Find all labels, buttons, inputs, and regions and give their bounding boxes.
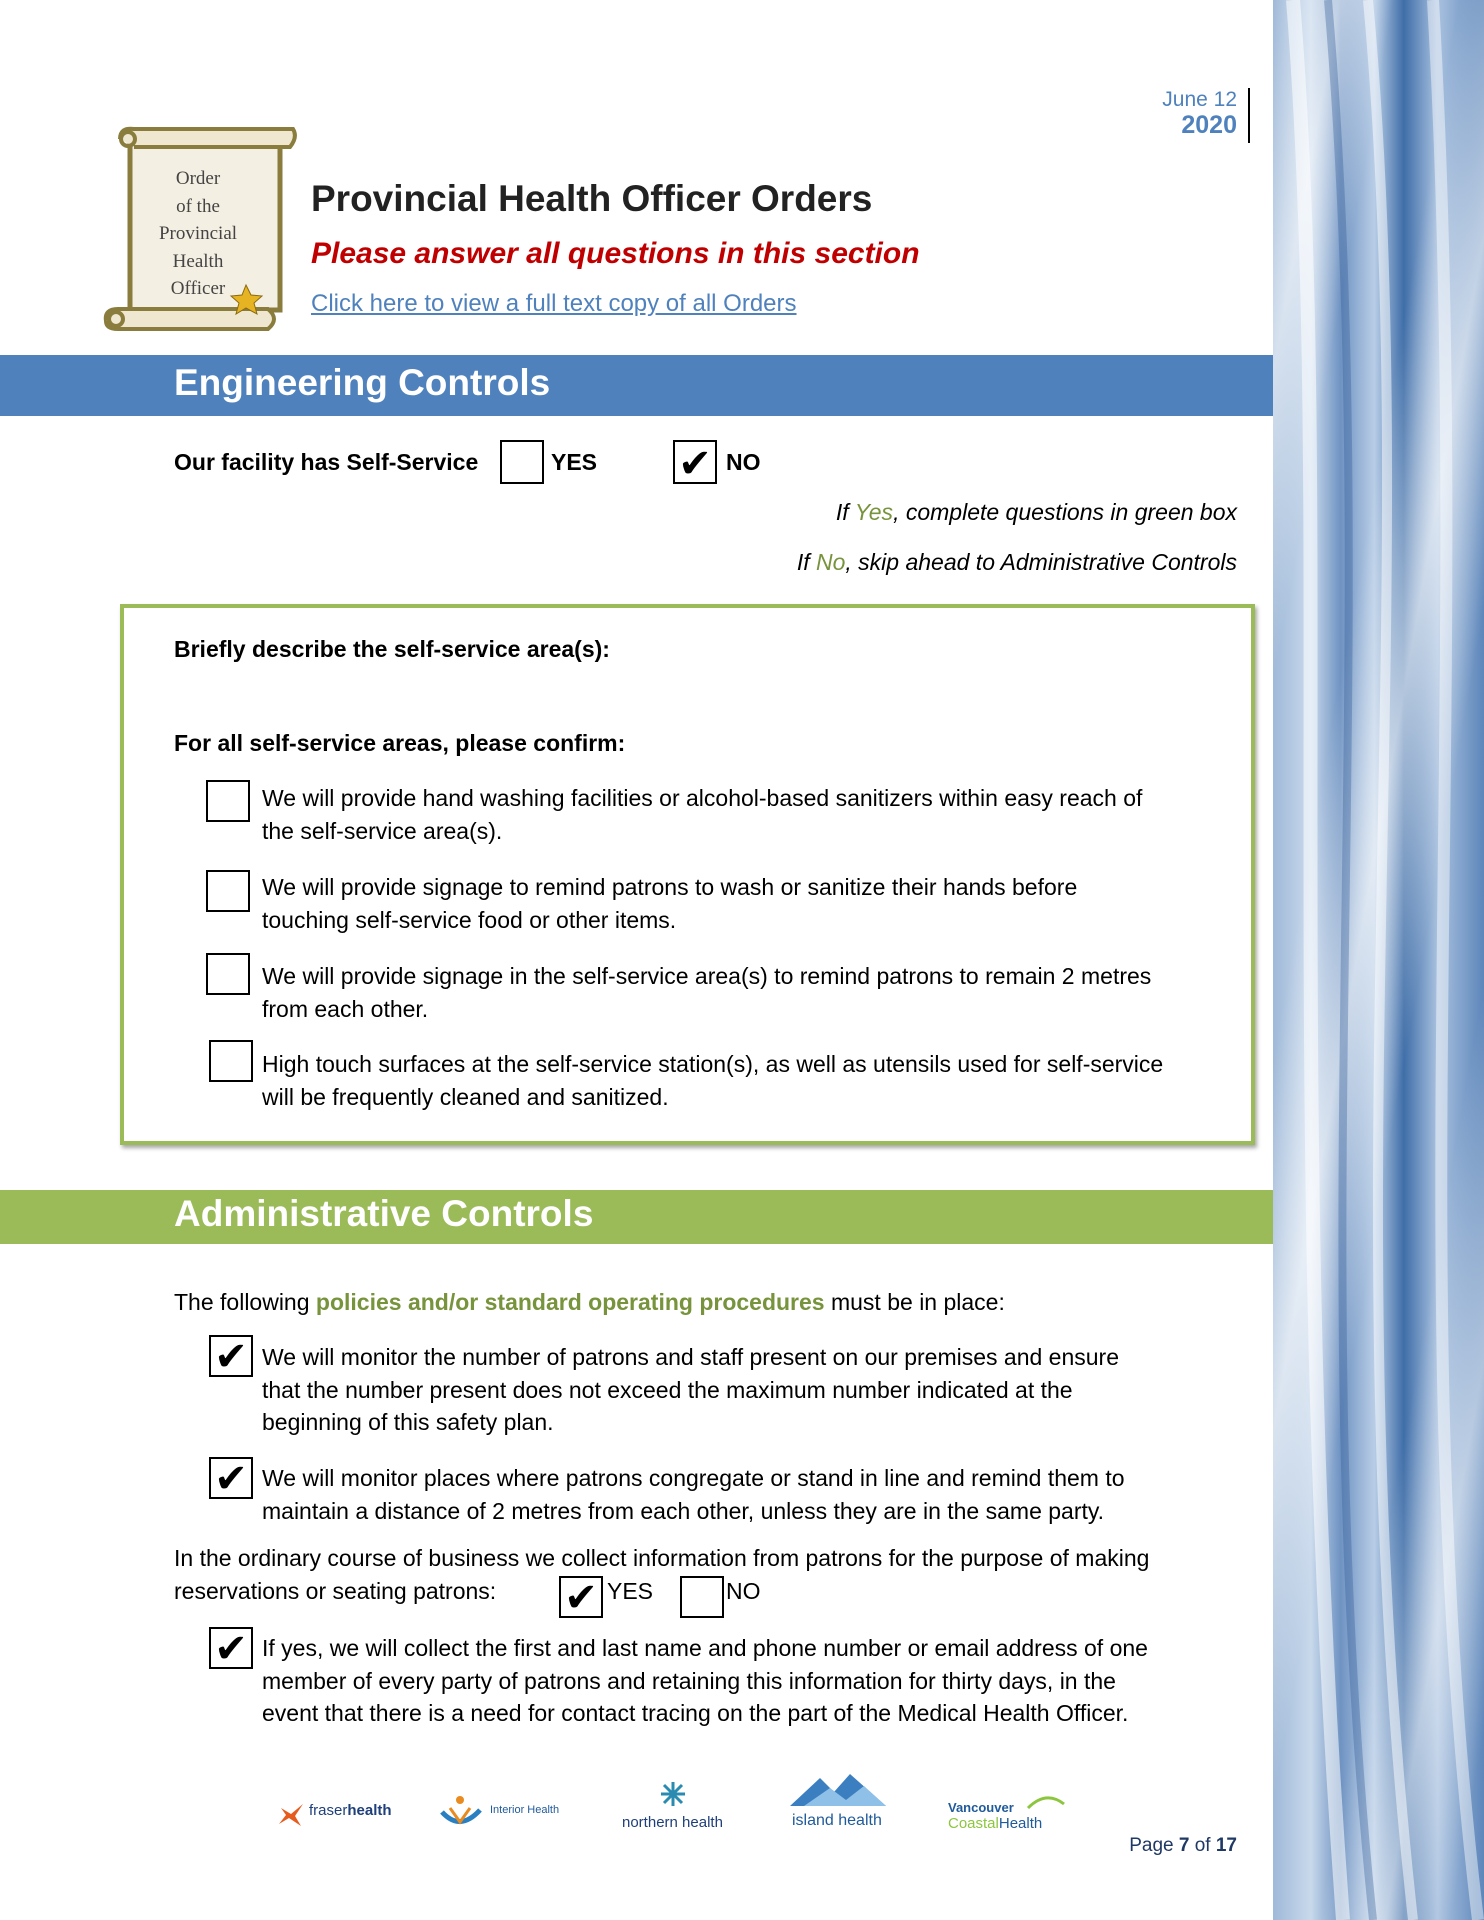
fraser-health-icon — [277, 1800, 307, 1830]
check-icon: ✔ — [678, 442, 712, 486]
logo-text: fraser — [309, 1802, 348, 1819]
hand-signage-text — [262, 871, 1077, 936]
self-service-yes-checkbox[interactable] — [500, 440, 544, 484]
item-line: will be frequently cleaned and sanitized. — [262, 1083, 669, 1110]
reservation-no-checkbox[interactable] — [680, 1576, 724, 1618]
northern-health-icon — [658, 1780, 688, 1808]
reservation-yes-checkbox[interactable] — [559, 1576, 603, 1618]
monitor-capacity-checkbox[interactable] — [209, 1335, 253, 1377]
note-if-no — [797, 549, 1237, 576]
northern-health-logo — [620, 1782, 740, 1842]
note-word: Yes — [854, 499, 894, 525]
item-line: We will provide hand washing facilities or alcohol-based sanitizers within easy reach of — [262, 785, 1143, 811]
vancouver-coastal-health-logo — [948, 1782, 1078, 1842]
note-if-yes — [836, 499, 1237, 526]
intro-text: must be in place: — [824, 1289, 1005, 1315]
reservation-yes-label: YES — [607, 1578, 654, 1604]
question-line: In the ordinary course of business we collect information from patrons for the purpose of making — [174, 1545, 1150, 1571]
distance-signage-checkbox[interactable] — [206, 953, 250, 995]
logo-text: health — [347, 1802, 392, 1819]
island-health-icon — [790, 1772, 886, 1808]
logo-text: northern health — [622, 1814, 723, 1831]
intro-highlight: policies and/or standard operating procedures — [315, 1289, 825, 1315]
administrative-heading: Administrative Controls — [174, 1193, 594, 1234]
reservation-question — [174, 1542, 1149, 1607]
item-line: from each other. — [262, 995, 429, 1022]
logo-line: Provincial — [158, 223, 238, 244]
page-title: Provincial Health Officer Orders — [311, 178, 873, 219]
check-icon: ✔ — [214, 1457, 248, 1501]
confirm-label: For all self-service areas, please confirm: — [174, 730, 626, 756]
orders-link[interactable]: Click here to view a full text copy of all Orders — [311, 290, 797, 317]
logo-text: Vancouver — [948, 1800, 1014, 1815]
vancouver-coastal-icon — [1026, 1794, 1066, 1810]
handwashing-text — [262, 782, 1142, 847]
logo-text: Interior Health — [490, 1804, 560, 1816]
item-line: If yes, we will collect the first and last name and phone number or email address of one — [262, 1635, 1148, 1661]
admin-intro — [174, 1286, 1005, 1319]
page-text: Page — [1129, 1835, 1179, 1856]
page-total: 17 — [1215, 1835, 1237, 1856]
logo-text: Health — [998, 1815, 1043, 1832]
item-line: We will monitor the number of patrons and staff present on our premises and ensure — [262, 1344, 1119, 1370]
question-line: reservations or seating patrons: — [174, 1577, 497, 1604]
note-text: If — [835, 499, 855, 525]
scroll-logo-text — [130, 165, 266, 303]
page-number — [1129, 1835, 1237, 1857]
contact-tracing-text — [262, 1632, 1148, 1730]
fraser-health-logo — [275, 1782, 392, 1842]
note-text: If — [796, 549, 816, 575]
item-line: maintain a distance of 2 metres from each other, unless they are in the same party. — [262, 1497, 1105, 1524]
reservation-no-label: NO — [726, 1578, 761, 1604]
contact-tracing-checkbox[interactable] — [209, 1627, 253, 1669]
check-icon: ✔ — [214, 1627, 248, 1671]
interior-health-logo — [440, 1782, 570, 1842]
logo-line: Health — [172, 250, 224, 272]
item-line: member of every party of patrons and retaining this information for thirty days, in the — [262, 1667, 1116, 1694]
self-service-yes-label: YES — [551, 449, 598, 475]
item-line: that the number present does not exceed the maximum number indicated at the — [262, 1376, 1073, 1403]
item-line: High touch surfaces at the self-service station(s), as well as utensils used for self-service — [262, 1051, 1164, 1077]
administrative-band — [0, 1190, 1273, 1244]
note-text: , skip ahead to Administrative Controls — [845, 549, 1237, 575]
item-line: touching self-service food or other items. — [262, 906, 677, 933]
interior-health-icon — [440, 1792, 484, 1832]
item-line: the self-service area(s). — [262, 817, 503, 844]
logo-line: Order — [175, 168, 221, 189]
check-icon: ✔ — [564, 1576, 598, 1620]
decorative-side-strip — [1273, 0, 1484, 1920]
logo-line: of the — [176, 195, 220, 217]
handwashing-checkbox[interactable] — [206, 780, 250, 822]
monitor-lines-checkbox[interactable] — [209, 1457, 253, 1499]
page-text: of — [1189, 1835, 1216, 1856]
self-service-label: Our facility has Self-Service — [174, 449, 479, 475]
item-line: beginning of this safety plan. — [262, 1409, 554, 1435]
island-health-logo — [790, 1782, 900, 1842]
monitor-capacity-text — [262, 1341, 1119, 1439]
describe-label: Briefly describe the self-service area(s): — [174, 636, 610, 662]
engineering-heading: Engineering Controls — [174, 362, 551, 403]
self-service-no-label: NO — [726, 449, 761, 475]
item-line: We will provide signage to remind patrons to wash or sanitize their hands before — [262, 874, 1078, 900]
surfaces-text — [262, 1048, 1163, 1113]
date-month: June 12 — [1162, 88, 1237, 111]
hand-signage-checkbox[interactable] — [206, 870, 250, 912]
check-icon: ✔ — [214, 1335, 248, 1379]
intro-text: The following — [174, 1289, 316, 1315]
item-line: We will monitor places where patrons congregate or stand in line and remind them to — [262, 1465, 1125, 1491]
logo-text: island health — [792, 1812, 882, 1829]
monitor-lines-text — [262, 1462, 1125, 1527]
page-current: 7 — [1178, 1835, 1190, 1856]
item-line: We will provide signage in the self-service area(s) to remind patrons to remain 2 metres — [262, 963, 1152, 989]
distance-signage-text — [262, 960, 1151, 1025]
note-text: , complete questions in green box — [893, 499, 1237, 525]
logo-line: Officer — [170, 278, 226, 299]
date-divider — [1248, 88, 1250, 143]
page-subtitle: Please answer all questions in this section — [311, 237, 920, 270]
date-year: 2020 — [1181, 111, 1237, 139]
engineering-band — [0, 355, 1273, 416]
surfaces-checkbox[interactable] — [209, 1040, 253, 1082]
note-word: No — [815, 549, 846, 575]
logo-text: Coastal — [948, 1815, 999, 1832]
item-line: event that there is a need for contact tracing on the part of the Medical Health Officer. — [262, 1700, 1129, 1726]
self-service-no-checkbox[interactable] — [673, 440, 717, 484]
